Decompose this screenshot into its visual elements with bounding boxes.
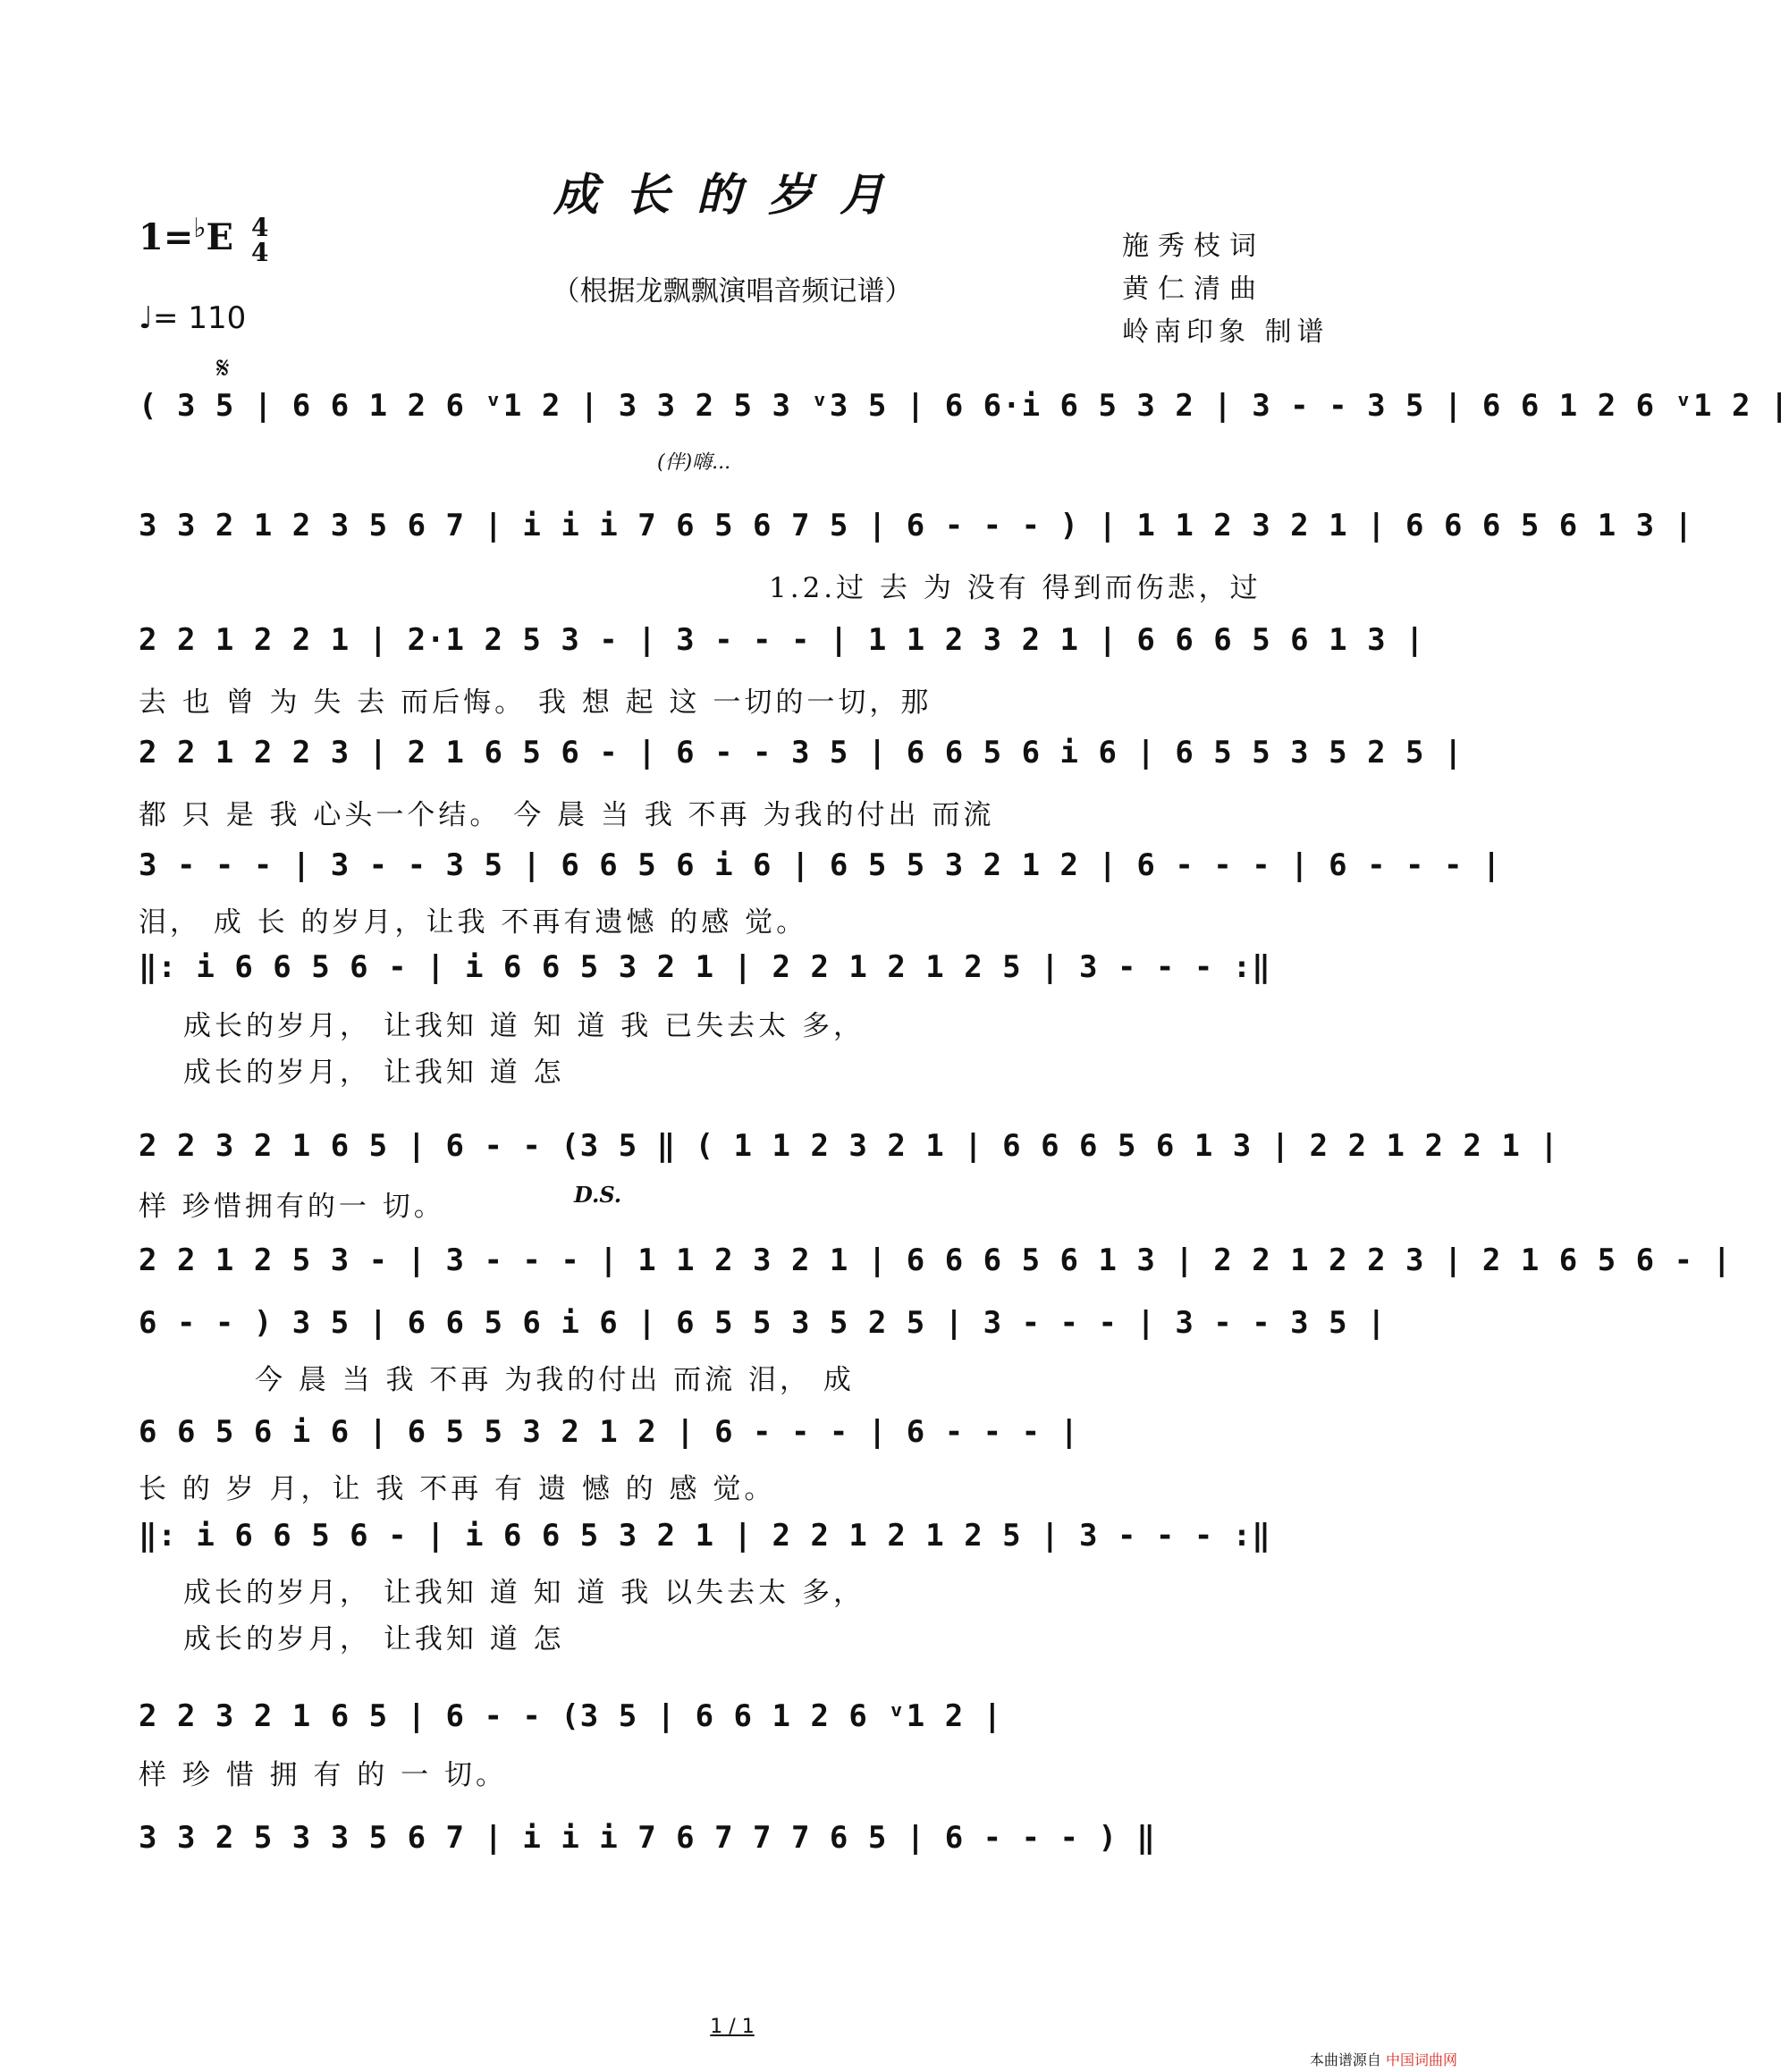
lyric-row: 成长的岁月， 让我知 道 怎 [183,1623,565,1655]
lyric-row: 泪， 成 长 的岁月，让我 不再有遗憾 的感 觉。 [139,906,808,939]
lyric-row: 长 的 岁 月，让 我 不再 有 遗 憾 的 感 觉。 [139,1473,776,1505]
key-prefix: 1= [139,216,194,258]
notation-row: 6 6 5 6 i 6 | 6 5 5 3 2 1 2 | 6 - - - | 6 - - - | [139,1414,1080,1450]
notation-row: 6 - - ) 3 5 | 6 6 5 6 i 6 | 6 5 5 3 5 2 5 | 3 - - - | 3 - - 3 5 | [139,1305,1387,1341]
notation-row: ‖: i 6 6 5 6 - | i 6 6 5 3 2 1 | 2 2 1 2 1 2 5 | 3 - - - :‖ [139,949,1271,985]
source-watermark [1310,2049,1457,2069]
notation-row: 2 2 1 2 2 3 | 2 1 6 5 6 - | 6 - - 3 5 | 6 6 5 6 i 6 | 6 5 5 3 5 2 5 | [139,735,1464,771]
notation-row: 3 - - - | 3 - - 3 5 | 6 6 5 6 i 6 | 6 5 5 3 2 1 2 | 6 - - - | 6 - - - | [139,847,1502,883]
tempo-marking: ♩= 110 [139,300,247,336]
time-bottom: 4 [250,238,269,267]
lyric-row: 今 晨 当 我 不再 为我的付出 而流 泪， 成 [255,1364,855,1396]
song-title: 成长的岁月 [553,168,911,221]
notation-row: ( 3 5 | 6 6 1 2 6 ᵛ1 2 | 3 3 2 5 3 ᵛ3 5 | 6 6·i 6 5 3 2 | 3 - - 3 5 | 6 6 1 2 6 ᵛ1 2 | [139,388,1789,424]
page-number-text: 1 / 1 [710,2016,755,2038]
key-signature [139,213,268,265]
lyric-row: 去 也 曾 为 失 去 而后悔。 我 想 起 这 一切的一切，那 [139,686,932,719]
notation-row: 2 2 1 2 2 1 | 2·1 2 5 3 - | 3 - - - | 1 1 2 3 2 1 | 6 6 6 5 6 1 3 | [139,622,1425,658]
notation-row: 3 3 2 5 3 3 5 6 7 | i i i 7 6 7 7 7 6 5 | 6 - - - ) ‖ [139,1820,1156,1856]
time-signature [251,215,268,265]
notation-row: ‖: i 6 6 5 6 - | i 6 6 5 3 2 1 | 2 2 1 2 1 2 5 | 3 - - - :‖ [139,1518,1271,1554]
lyric-row: 样 珍惜拥有的一 切。 [139,1191,445,1223]
composer-credit: 黄仁清曲 [1122,274,1265,305]
lyric-row: 成长的岁月， 让我知 道 怎 [183,1057,565,1089]
lyric-row: 样 珍 惜 拥 有 的 一 切。 [139,1759,507,1791]
source-label: 本曲谱源自 [1309,2051,1381,2068]
flat-sign: ♭ [193,213,207,244]
time-top: 4 [250,213,269,242]
page-number [0,2016,1464,2038]
lyric-row: 成长的岁月， 让我知 道 知 道 我 以失去太 多， [183,1577,865,1609]
accompaniment-note: (伴)嗨... [657,451,731,474]
lyric-row: 成长的岁月， 让我知 道 知 道 我 已失去太 多， [183,1010,865,1042]
lyric-row: 1.2.过 去 为 没有 得到而伤悲，过 [769,572,1262,604]
lyric-row: 都 只 是 我 心头一个结。 今 晨 当 我 不再 为我的付出 而流 [139,799,995,831]
arranger-credit: 岭南印象 制谱 [1122,316,1329,348]
source-site: 中国词曲网 [1385,2051,1457,2068]
segno-sign: 𝄋 [216,350,230,386]
ds-marking: D.S. [574,1182,622,1208]
key-letter: E [206,216,234,258]
notation-row: 3 3 2 1 2 3 5 6 7 | i i i 7 6 5 6 7 5 | 6 - - - ) | 1 1 2 3 2 1 | 6 6 6 5 6 1 3 | [139,508,1694,543]
lyricist-credit: 施秀枝词 [1122,231,1265,262]
subtitle: （根据龙飘飘演唱音频记谱） [552,275,913,307]
notation-row: 2 2 3 2 1 6 5 | 6 - - (3 5 | 6 6 1 2 6 ᵛ1 2 | [139,1698,1003,1734]
notation-row: 2 2 3 2 1 6 5 | 6 - - (3 5 ‖ ( 1 1 2 3 2 1 | 6 6 6 5 6 1 3 | 2 2 1 2 2 1 | [139,1128,1559,1164]
notation-row: 2 2 1 2 5 3 - | 3 - - - | 1 1 2 3 2 1 | 6 6 6 5 6 1 3 | 2 2 1 2 2 3 | 2 1 6 5 6 - | [139,1242,1732,1278]
